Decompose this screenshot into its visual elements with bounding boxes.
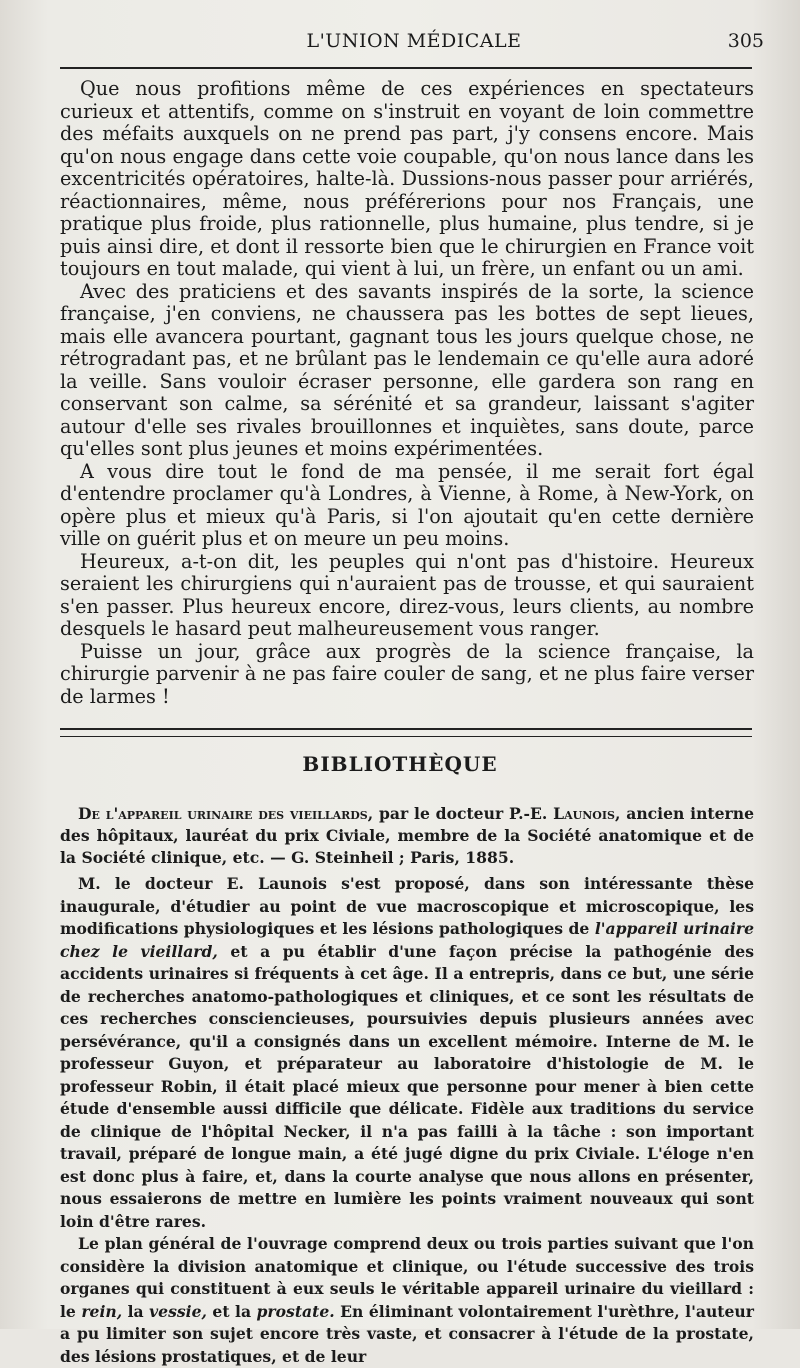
book-title: De l'appareil urinaire des vieillards, [78, 804, 374, 823]
review-paragraph [60, 1233, 754, 1368]
paragraph: Puisse un jour, grâce aux progrès de la science française, la chirurgie parvenir à ne pas faire couler de sang, et ne plus faire verser de larmes ! [60, 639, 754, 708]
review-text: la [122, 1301, 150, 1321]
journal-title: L'UNION MÉDICALE [306, 30, 522, 52]
review-emphasis: prostate. [256, 1301, 335, 1321]
entry-text: par le docteur P.-E. [373, 804, 554, 823]
review-text: M. le docteur E. Launois s'est proposé, dans son intéressante thèse inaugurale, d'étudier au point de vue macroscopique et microscopique, les modifications physiologiques et les lésions pathologiques de [60, 874, 754, 938]
page-number: 305 [727, 30, 764, 52]
review-text: et la [206, 1301, 257, 1321]
header-rule [60, 67, 752, 69]
review-text: En éliminant volontairement l'urèthre, l'auteur a pu limiter son sujet encore très vaste, et consacrer à l'étude de la prostate, des lésions prostatiques, et de leur [60, 1301, 754, 1366]
paragraph: Heureux, a-t-on dit, les peuples qui n'ont pas d'histoire. Heureux seraient les chirurgiens qui n'auraient pas de trousse, et qui sauraient s'en passer. Plus heureux encore, direz-vous, leurs clients, au nombre desquels le hasard peut malheureusement vous ranger. [60, 549, 754, 640]
paragraph: Que nous profitions même de ces expériences en spectateurs curieux et attentifs, comme on s'instruit en voyant de loin commettre des méfaits auxquels on ne prend pas part, j'y consens encore. Mais qu'on nous engage dans cette voie coupable, qu'on nous lance dans les excentricités opératoires, halte-là. Dussions-nous passer pour arriérés, réactionnaires, même, nous préférerions pour nos Français, une pratique plus froide, plus rationnelle, plus humaine, plus tendre, si je puis ainsi dire, et dont il ressorte bien que le chirurgien en France voit toujours en tout malade, qui vient à lui, un frère, un enfant ou un ami. [60, 77, 754, 280]
review-emphasis: l'appareil urinaire chez le vieillard, [60, 919, 754, 961]
review-emphasis: vessie, [149, 1301, 207, 1321]
paragraph: A vous dire tout le fond de ma pensée, il me serait fort égal d'entendre proclamer qu'à Londres, à Vienne, à Rome, à New-York, on opère plus et mieux qu'à Paris, si l'on ajoutait qu'en cette dernière ville on guérit plus et on meure un peu moins. [60, 459, 754, 550]
bibliography-entry [60, 803, 754, 869]
book-review [60, 873, 754, 1368]
article-body [60, 78, 754, 708]
review-text: Le plan général de l'ouvrage comprend deux ou trois parties suivant que l'on considère la division anatomique et clinique, ou l'étude successive des trois organes qui constituent à eux seuls le véritable appareil urinaire du vieillard : le [60, 1234, 754, 1321]
running-header [60, 30, 768, 60]
author-name: Launois [553, 804, 615, 823]
paragraph: Avec des praticiens et des savants inspirés de la sorte, la science française, j'en conviens, ne chaussera pas les bottes de sept lieues, mais elle avancera pourtant, gagnant tous les jours quelque chose, ne rétrogradant pas, et ne brûlant pas le lendemain ce qu'elle aura adoré la veille. Sans vouloir écraser personne, elle gardera son rang en conservant son calme, sa sérénité et sa grandeur, laissant s'agiter autour d'elle ses rivales brouillonnes et inquiètes, sans doute, parce qu'elles sont plus jeunes et moins expérimentées. [60, 279, 754, 460]
section-divider [60, 728, 752, 737]
review-text: et a pu établir d'une façon précise la pathogénie des accidents urinaires si fréquents à cet âge. Il a entrepris, dans ce but, une série de recherches anatomo-pathologiques et cliniques, et ce sont les résultats de ces recherches consciencieuses, poursuivies depuis plusieurs années avec persévérance, qu'il a consignés dans un excellent mémoire. Interne de M. le professeur Guyon, et préparateur au laboratoire d'histologie de M. le professeur Robin, il était placé mieux que personne pour mener à bien cette étude d'ensemble aussi difficile que délicate. Fidèle aux traditions du service de clinique de l'hôpital Necker, il n'a pas failli à la tâche : son important travail, préparé de longue main, a été jugé digne du prix Civiale. L'éloge n'en est donc plus à faire, et, dans la courte analyse que nous allons en présenter, nous essaierons de mettre en lumière les points vraiment nouveaux qui sont loin d'être rares. [60, 941, 754, 1231]
review-emphasis: rein, [81, 1301, 123, 1321]
review-paragraph [60, 873, 754, 1233]
section-heading: BIBLIOTHÈQUE [302, 752, 498, 776]
entry-text: , ancien interne des hôpitaux, lauréat du prix Civiale, membre de la Société anatomique et de la Société clinique, etc. — G. Steinheil ; Paris, 1885. [60, 804, 755, 867]
